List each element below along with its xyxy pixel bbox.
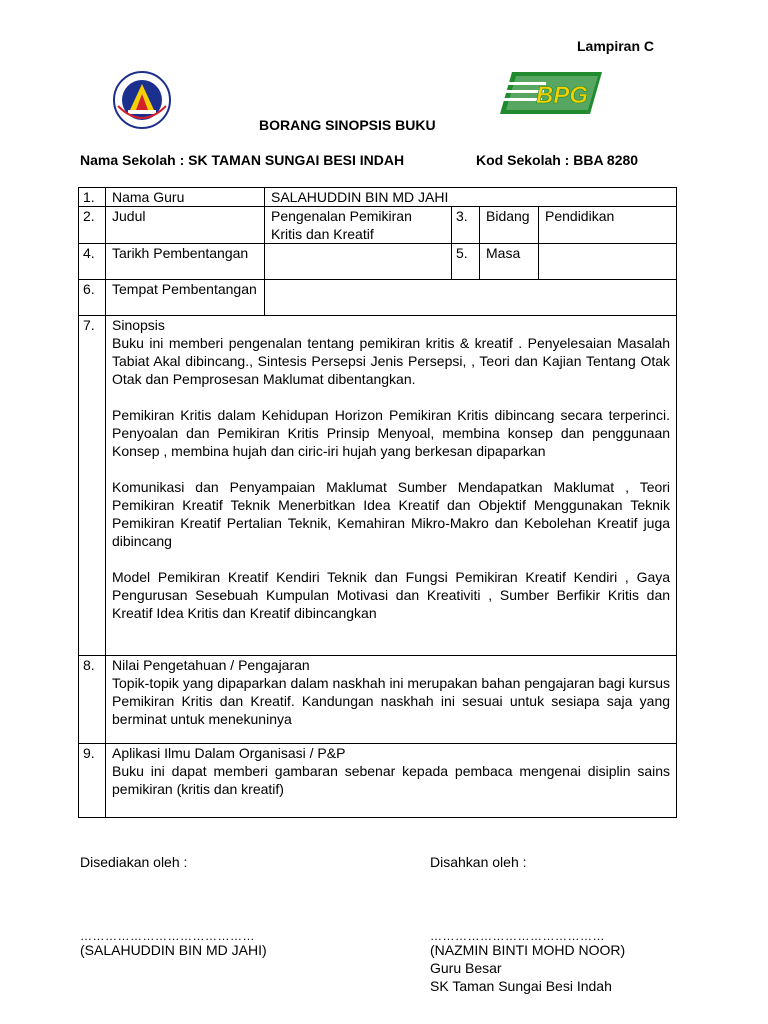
table-row-nama-guru	[79, 188, 677, 207]
table-row-sinopsis	[79, 316, 677, 656]
field-value-masa	[539, 244, 677, 280]
row-number: 7.	[79, 316, 106, 656]
bpg-logo	[500, 70, 602, 116]
kpm-crest-logo	[112, 70, 172, 132]
field-label-tempat: Tempat Pembentangan	[106, 280, 265, 316]
field-value-bidang: Pendidikan	[539, 207, 677, 244]
table-row-tarikh	[79, 244, 677, 280]
row-number: 1.	[79, 188, 106, 207]
field-value-tarikh	[265, 244, 452, 280]
school-code: Kod Sekolah : BBA 8280	[476, 152, 639, 168]
field-label-nama-guru: Nama Guru	[106, 188, 265, 207]
field-value-judul: Pengenalan Pemikiran Kritis dan Kreatif	[265, 207, 452, 244]
prepared-by-name: (SALAHUDDIN BIN MD JAHI)	[80, 942, 267, 958]
sinopsis-paragraph: Pemikiran Kritis dalam Kehidupan Horizon Pemikiran Kritis dibincang secara terperinci. Penyoalan dan Pemikiran Kritis Prinsip Menyoal, membina konsep dan penggunaan Konsep , membina hujah dan ciric-iri hujah yang berkesan dipaparkan	[112, 407, 671, 459]
prepared-by-label: Disediakan oleh :	[80, 854, 188, 870]
row-number: 9.	[79, 744, 106, 818]
nilai-cell	[106, 656, 677, 744]
aplikasi-paragraph: Buku ini dapat memberi gambaran sebenar kepada pembaca mengenai disiplin sains pemikiran (kritis dan kreatif)	[112, 763, 671, 797]
approved-by-label: Disahkan oleh :	[430, 854, 527, 870]
table-row-tempat	[79, 280, 677, 316]
field-label-tarikh: Tarikh Pembentangan	[106, 244, 265, 280]
sinopsis-cell	[106, 316, 677, 656]
lampiran-label: Lampiran C	[576, 38, 654, 54]
school-name: Nama Sekolah : SK TAMAN SUNGAI BESI INDAH	[80, 152, 405, 168]
row-number: 8.	[79, 656, 106, 744]
approved-by-block	[430, 853, 527, 871]
row-number: 5.	[452, 244, 480, 280]
sinopsis-paragraph: Buku ini memberi pengenalan tentang pemikiran kritis & kreatif . Penyelesaian Masalah Tabiat Akal dibincang., Sintesis Persepsi Jenis Persepsi, , Teori dan Kajian Tentang Otak Otak dan Pemprosesan Maklumat dibentangkan.	[112, 335, 671, 387]
synopsis-table	[78, 187, 677, 818]
nilai-label: Nilai Pengetahuan / Pengajaran	[112, 657, 310, 673]
school-line	[80, 152, 680, 168]
aplikasi-label: Aplikasi Ilmu Dalam Organisasi / P&P	[112, 745, 346, 761]
approved-by-school: SK Taman Sungai Besi Indah	[430, 978, 612, 994]
field-label-bidang: Bidang	[480, 207, 539, 244]
table-row-nilai	[79, 656, 677, 744]
row-number: 3.	[452, 207, 480, 244]
sinopsis-paragraph: Model Pemikiran Kreatif Kendiri Teknik dan Fungsi Pemikiran Kreatif Kendiri , Gaya Pengurusan Sesebuah Kumpulan Motivasi dan Kreativiti , Sumber Berfikir Kritis dan Kreatif Idea Kritis dan Kreatif dibincangkan	[112, 569, 671, 621]
nilai-paragraph: Topik-topik yang dipaparkan dalam naskhah ini merupakan bahan pengajaran bagi kursus Pemikiran Kritis dan Kreatif. Kandungan naskhah ini sesuai untuk sesiapa saja yang berminat untuk menekuninya	[112, 675, 671, 727]
prepared-signature-line: ……………………………………	[80, 929, 255, 943]
row-number: 6.	[79, 280, 106, 316]
table-row-aplikasi	[79, 744, 677, 818]
bpg-logo-text: BPG	[536, 82, 589, 109]
sinopsis-label: Sinopsis	[112, 317, 165, 333]
field-value-nama-guru: SALAHUDDIN BIN MD JAHI	[265, 188, 677, 207]
approved-signature-line: ……………………………………	[430, 929, 605, 943]
approved-by-title: Guru Besar	[430, 960, 502, 976]
row-number: 2.	[79, 207, 106, 244]
aplikasi-cell	[106, 744, 677, 818]
signature-section	[80, 853, 700, 994]
field-value-tempat	[265, 280, 677, 316]
approved-by-name: (NAZMIN BINTI MOHD NOOR)	[430, 942, 626, 958]
row-number: 4.	[79, 244, 106, 280]
form-title: BORANG SINOPSIS BUKU	[259, 117, 436, 133]
table-row-judul	[79, 207, 677, 244]
sinopsis-paragraph: Komunikasi dan Penyampaian Maklumat Sumber Mendapatkan Maklumat , Teori Pemikiran Kreatif Teknik Menerbitkan Idea Kreatif dan Objektif Menggunakan Teknik Pemikiran Kreatif Pertalian Teknik, Kemahiran Mikro-Makro dan Kebolehan Kreatif juga dibincang	[112, 479, 671, 549]
field-label-masa: Masa	[480, 244, 539, 280]
field-label-judul: Judul	[106, 207, 265, 244]
